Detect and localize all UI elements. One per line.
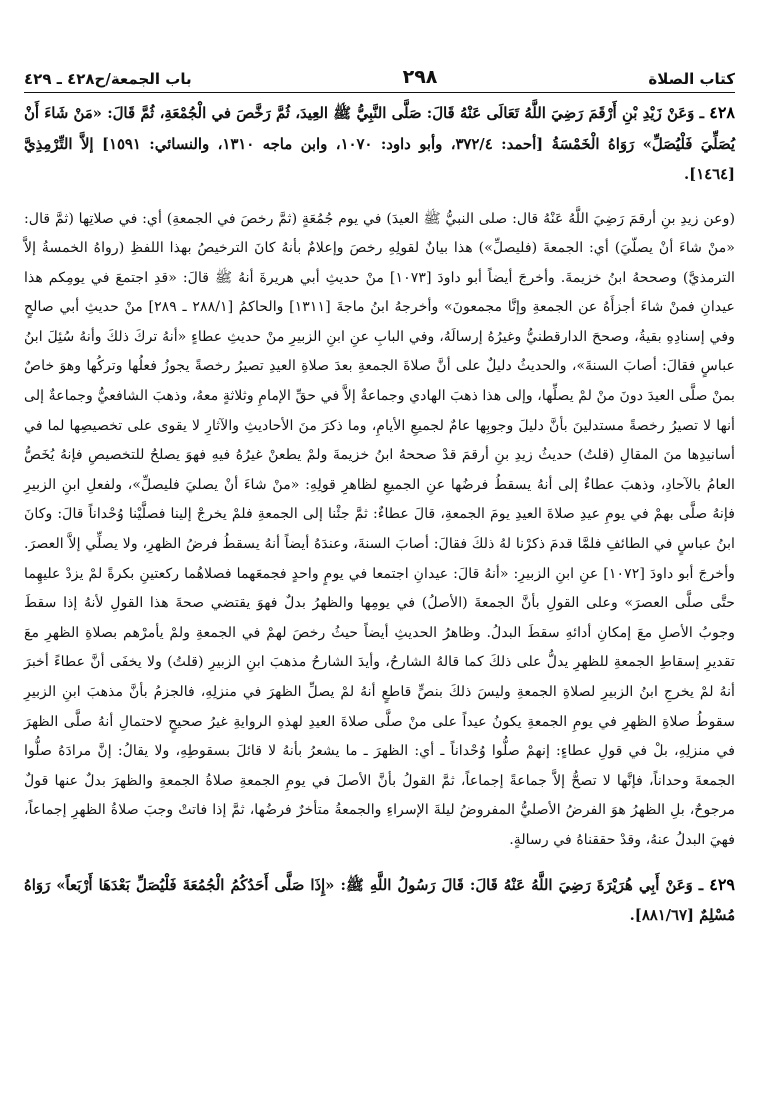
hadith-number: ٤٢٨: [709, 103, 736, 122]
page-content: [24, 98, 735, 932]
hadith-text: ـ وَعَنْ أَبِي هُرَيْرَةَ رَضِيَ اللَّهُ عَنْهُ قَالَ: قَالَ رَسُولُ اللَّهِ ﷺ: «إِذَا صَلَّى أَحَدُكُمُ الْجُمُعَةَ فَلْيُصَلِّ بَعْدَهَا أَرْبَعاً» رَوَاهُ مُسْلِمٌ [٨٨١/٦٧].: [24, 876, 735, 925]
commentary: (وعن زيدِ بنِ أرقمَ رَضِيَ اللَّهُ عَنْهُ قال: صلى النبيُّ ﷺ العيدَ) في يوم جُمُعَةٍ (ثمَّ رخصَ في الجمعةِ) أي: في صلاتِها (ثمَّ قال: «منْ شاءَ أنْ يصلّيَ) أي: الجمعةَ (فليصلِّ») هذا بيانٌ لقولِهِ رخصَ وإعلامٌ بأنهُ كانَ الترخيصُ بهذا اللفظِ (رواهُ الخمسةُ إلاَّ الترمذيَّ) وصححهُ ابنُ خزيمةَ. وأخرجَ أيضاً أبو داودَ [١٠٧٣] منْ حديثِ أبي هريرةَ أنهُ ﷺ قالَ: «قدِ اجتمعَ في يومِكم هذا عيدانِ فمنْ شاءَ أجزأَهُ عن الجمعةِ وإنَّا مجمعونَ» وأخرجهُ ابنُ ماجةَ [١٣١١] والحاكمُ [٢٨٨/١ ـ ٢٨٩] منْ حديثِ أبي صالحٍ وفي إسنادِهِ بقيةُ، وصححَ الدارقطنيُّ وغيرُهُ إرسالَهُ، وفي البابِ عنِ ابنِ الزبيرِ منْ حديثِ عطاءٍ «أنهُ تركَ ذلكَ وأنهُ سُئِلَ ابنُ عباسٍ فقالَ: أصابَ السنةَ»، والحديثُ دليلٌ على أنَّ صلاةَ الجمعةِ بعدَ صلاةِ العيدِ تصيرُ رخصةً يجوزُ فعلُها وتركُها وهوَ خاصٌ بمنْ صلَّى العيدَ دونَ منْ لمْ يصلِّها، وإلى هذا ذهبَ الهادي وجماعةٌ إلاَّ في حقِّ الإمامِ وثلاثةٍ معهُ، وذهبَ الشافعيُّ وجماعةٌ إلى أنها لا تصيرُ رخصةً مستدلينَ بأنَّ دليلَ وجوبِها عامٌ لجميعِ الأيامِ، وما ذكرَ منَ الأحاديثِ والآثارِ لا يقوى على تخصيصِها لما في أسانيدِها منَ المقالِ (قلتُ) حديثُ زيدِ بنِ أرقمَ قدْ صححهُ ابنُ خزيمةَ ولمْ يطعنْ غيرُهُ فيهِ فهوَ يصلحُ للتخصيصِ فإنهُ يُخَصُّ العامُ بالآحادِ، وذهبَ عطاءٌ إلى أنهُ يسقطُ فرضُها عنِ الجميعِ لظاهرِ قولِهِ: «منْ شاءَ أنْ يصليَ فليصلِّ»، ولفعلِ ابنِ الزبيرِ فإنهُ صلَّى بهمْ في يومِ عيدِ صلاةَ العيدِ يومَ الجمعةِ، قالَ عطاءٌ: ثمَّ جئْنا إلى الجمعةِ فلمْ يخرجْ إلينا فصلَّيْنا وُحْداناً قالَ: وكانَ ابنُ عباسٍ في الطائفِ فلمَّا قدمَ ذكرْنا لهُ ذلكَ فقالَ: أصابَ السنةَ، وعندَهُ أيضاً أنهُ يسقطُ فرضُ الظهرِ، ولا يصلِّي إلاَّ العصرَ. وأخرجَ أبو داودَ [١٠٧٢] عنِ ابنِ الزبيرِ: «أنهُ قالَ: عيدانِ اجتمعا في يومٍ واحدٍ فجمعَهما فصلاهُما ركعتينِ بكرةً لمْ يزدْ عليهِما حتَّى صلَّى العصرَ» وعلى القولِ بأنَّ الجمعةَ (الأصلُ) في يومِها والظهرُ بدلٌ فهوَ يقتضي صحةَ هذا القولِ لأنهُ إذا سقطَ وجوبُ الأصلِ معَ إمكانِ أدائهِ سقطَ البدلُ. وظاهرُ الحديثِ أيضاً حيثُ رخصَ لهمْ في الجمعةِ ولمْ يأمرْهم بصلاةِ الظهرِ معَ تقديرِ إسقاطِ الجمعةِ للظهرِ يدلُّ على ذلكَ كما قالهُ الشارحُ، وأيدَ الشارحُ مذهبَ ابنِ الزبيرِ (قلتُ) ولا يخفَى أنَّ عطاءً أخبرَ أنهُ لمْ يخرجِ ابنُ الزبيرِ لصلاةِ الجمعةِ وليسَ ذلكَ بنصٍّ قاطعٍ أنهُ لمْ يصلِّ الظهرَ في منزلِهِ، فالجزمُ بأنَّ مذهبَ ابنِ الزبيرِ سقوطُ صلاةِ الظهرِ في يومِ الجمعةِ يكونُ عيداً على منْ صلَّى صلاةَ العيدِ لهذهِ الروايةِ غيرُ صحيحٍ لاحتمالِ أنهُ صلَّى الظهرَ في منزلِهِ، بلْ في قولِ عطاءٍ: إنهمْ صلُّوا وُحْداناً ـ أي: الظهرَ ـ ما يشعرُ بأنهُ لا قائلَ بسقوطِهِ، ولا يقالُ: إنَّ مرادَهُ صلُّوا الجمعةَ وحداناً، فإنَّها لا تصحُّ إلاَّ جماعةً إجماعاً، ثمَّ القولُ بأنَّ الأصلَ في يومِ الجمعةِ صلاةُ الجمعةِ والظهرَ بدلٌ عنها قولٌ مرجوحٌ، بلِ الظهرُ هوَ الفرضُ الأصليُّ المفروضُ ليلةَ الإسراءِ والجمعةُ متأخرٌ فرضُها، ثمَّ إذا فاتتْ وجبَ صلاةُ الظهرِ إجماعاً، فهيَ البدلُ عنهُ، وقدْ حققناهُ في رسالةٍ.: [24, 210, 735, 848]
hadith-number: ٤٢٩: [709, 874, 735, 894]
page-header: [24, 58, 735, 93]
hadith-text: ـ وَعَنْ زَيْدِ بْنِ أَرْقَمَ رَضِيَ اللَّهُ تَعَالَى عَنْهُ قَالَ: صَلَّى النَّبِيُّ ﷺ العِيدَ، ثُمَّ رَخَّصَ في الْجُمْعَةِ، ثُمَّ قَالَ: «مَنْ شَاءَ أَنْ يُصَلِّيَ فَلْيُصَلِّ» رَوَاهُ الْخَمْسَةُ [أحمد: ٣٧٢/٤، وأبو داود: ١٠٧٠، وابن ماجه ١٣١٠، والنسائي: ١٥٩١] إلاَّ التِّرْمِذِيَّ [١٤٦٤].: [24, 105, 735, 183]
page-number: ٢٩٨: [402, 66, 438, 88]
hadith-429: [24, 870, 735, 932]
chapter-title: باب الجمعة/ح٤٢٨ ـ ٤٢٩: [24, 70, 192, 88]
book-title: كتاب الصلاة: [648, 70, 735, 88]
hadith-428: [24, 98, 735, 191]
